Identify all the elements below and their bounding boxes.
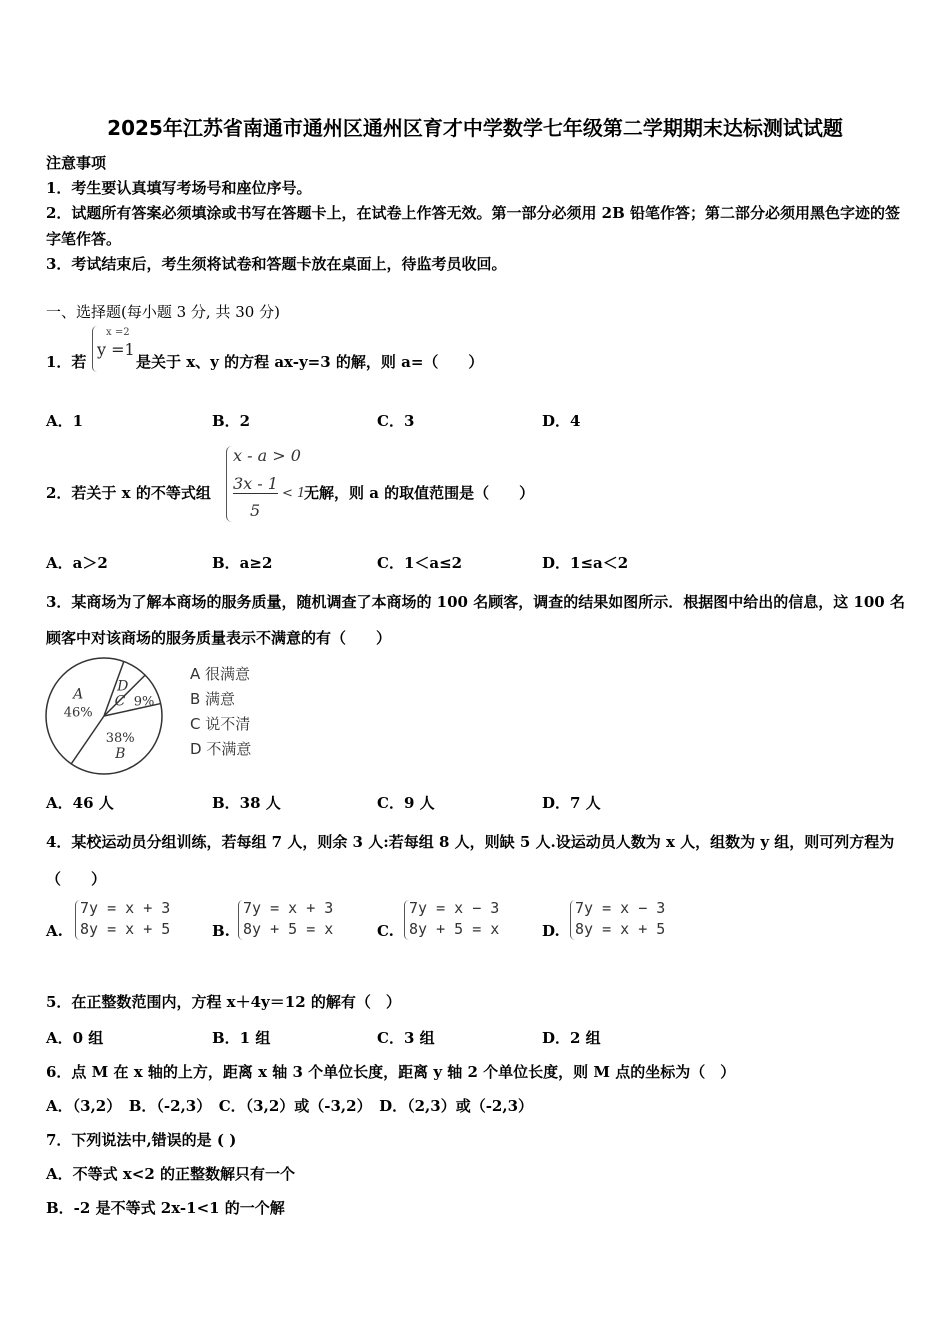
q2-text: 无解，则 a 的取值范围是（ ） bbox=[304, 484, 535, 502]
q7-option-b: B．-2 是不等式 2x-1<1 的一个解 bbox=[46, 1199, 285, 1217]
q6-text: 6．点 M 在 x 轴的上方，距离 x 轴 3 个单位长度，距离 y 轴 2 个单位长度，则 M 点的坐标为（ ） bbox=[46, 1063, 736, 1081]
notice-heading: 注意事项 bbox=[46, 154, 107, 172]
q1-number: 1．若 bbox=[46, 353, 87, 371]
q1-option-c: C．3 bbox=[377, 412, 415, 430]
q7-option-a: A．不等式 x<2 的正整数解只有一个 bbox=[46, 1165, 296, 1183]
q2-option-a: A．a＞2 bbox=[46, 554, 108, 572]
q5-option-d: D．2 组 bbox=[542, 1029, 601, 1047]
q4-option-b-eq1: 7y = x + 3 bbox=[243, 899, 334, 917]
legend-item-c: C 说不清 bbox=[190, 715, 251, 733]
q4-option-c-eq2: 8y + 5 = x bbox=[409, 920, 500, 938]
q4-text: 4．某校运动员分组训练，若每组 7 人，则余 3 人:若每组 8 人，则缺 5 人.设运动员人数为 x 人，组数为 y 组，则可列方程为（ ） bbox=[46, 833, 895, 888]
legend-item-d: D 不满意 bbox=[190, 740, 252, 758]
q4-option-c-eq1: 7y = x − 3 bbox=[409, 899, 500, 917]
q2-frac-rel: < 1 bbox=[282, 486, 306, 501]
pie-label-b: B bbox=[115, 746, 126, 763]
q3-legend bbox=[190, 662, 251, 762]
q2-option-d: D．1≤a＜2 bbox=[542, 554, 629, 572]
q4-option-b-system bbox=[243, 898, 333, 940]
q3-pie-chart bbox=[40, 656, 170, 781]
q2-brace bbox=[226, 446, 232, 522]
pie-label-d: D bbox=[117, 678, 129, 695]
q1-eq-x: x =2 bbox=[106, 327, 130, 338]
q7-text: 7．下列说法中,错误的是 ( ) bbox=[46, 1131, 237, 1149]
q4-option-a-eq2: 8y = x + 5 bbox=[80, 920, 171, 938]
q1-option-b: B．2 bbox=[212, 412, 251, 430]
q4-option-d-eq2: 8y = x + 5 bbox=[575, 920, 666, 938]
q3-option-b: B．38 人 bbox=[212, 794, 281, 812]
q3-option-c: C．9 人 bbox=[377, 794, 435, 812]
q5-option-c: C．3 组 bbox=[377, 1029, 435, 1047]
q4-option-c-system bbox=[409, 898, 499, 940]
legend-item-b: B 满意 bbox=[190, 690, 236, 708]
pie-label-a: A bbox=[73, 686, 84, 703]
pie-value-b: 38% bbox=[105, 731, 135, 747]
q2-option-b: B．a≥2 bbox=[212, 554, 273, 572]
q2-line1: x - a > 0 bbox=[233, 446, 301, 465]
q6-options: A．（3,2） B．（-2,3） C．（3,2）或（-3,2） D．（2,3）或（-2,3） bbox=[46, 1097, 534, 1115]
q4-option-a-eq1: 7y = x + 3 bbox=[80, 899, 171, 917]
q5-option-b: B．1 组 bbox=[212, 1029, 271, 1047]
q3-text: 3．某商场为了解本商场的服务质量，随机调查了本商场的 100 名顾客，调查的结果如图所示．根据图中给出的信息，这 100 名顾客中对该商场的服务质量表示不满意的有（ ） bbox=[46, 593, 905, 647]
pie-value-a: 46% bbox=[63, 705, 93, 721]
q2-frac-num: 3x - 1 bbox=[233, 474, 278, 493]
pie-value-c: 9% bbox=[133, 694, 155, 710]
page-title: 2025年江苏省南通市通州区通州区育才中学数学七年级第二学期期末达标测试试题 bbox=[107, 116, 843, 140]
pie-boundary-a bbox=[71, 716, 104, 764]
notice-item-3: 3．考试结束后，考生须将试卷和答题卡放在桌面上，待监考员收回。 bbox=[46, 255, 507, 273]
section-heading: 一、选择题(每小题 3 分, 共 30 分) bbox=[46, 303, 280, 321]
q1-text: 是关于 x、y 的方程 ax-y=3 的解，则 a=（ ） bbox=[136, 353, 484, 371]
q2-number: 2．若关于 x 的不等式组 bbox=[46, 484, 211, 502]
q3-option-a: A．46 人 bbox=[46, 794, 114, 812]
q4-option-b-label: B. bbox=[212, 922, 230, 940]
q5-text: 5．在正整数范围内，方程 x＋4y＝12 的解有（ ） bbox=[46, 993, 401, 1011]
q4-option-a-system bbox=[80, 898, 170, 940]
q4-option-a-label: A. bbox=[46, 922, 63, 940]
q2-frac-den: 5 bbox=[250, 501, 261, 520]
q5-option-a: A．0 组 bbox=[46, 1029, 104, 1047]
q4-option-b-eq2: 8y + 5 = x bbox=[243, 920, 334, 938]
q4-option-d-label: D. bbox=[542, 922, 560, 940]
q4-option-c-label: C. bbox=[377, 922, 394, 940]
notice-item-2: 2．试题所有答案必须填涂或书写在答题卡上，在试卷上作答无效。第一部分必须用 2B 铅笔作答；第二部分必须用黑色字迹的签字笔作答。 bbox=[46, 204, 901, 248]
q1-eq-y: y =1 bbox=[97, 340, 135, 359]
q1-option-d: D．4 bbox=[542, 412, 581, 430]
q3-option-d: D．7 人 bbox=[542, 794, 601, 812]
notice-item-1: 1．考生要认真填写考场号和座位序号。 bbox=[46, 179, 312, 197]
q2-option-c: C．1＜a≤2 bbox=[377, 554, 463, 572]
pie-label-c: C bbox=[114, 693, 126, 710]
q4-option-d-system bbox=[575, 898, 665, 940]
q1-option-a: A．1 bbox=[46, 412, 84, 430]
q4-option-d-eq1: 7y = x − 3 bbox=[575, 899, 666, 917]
legend-item-a: A 很满意 bbox=[190, 665, 251, 683]
